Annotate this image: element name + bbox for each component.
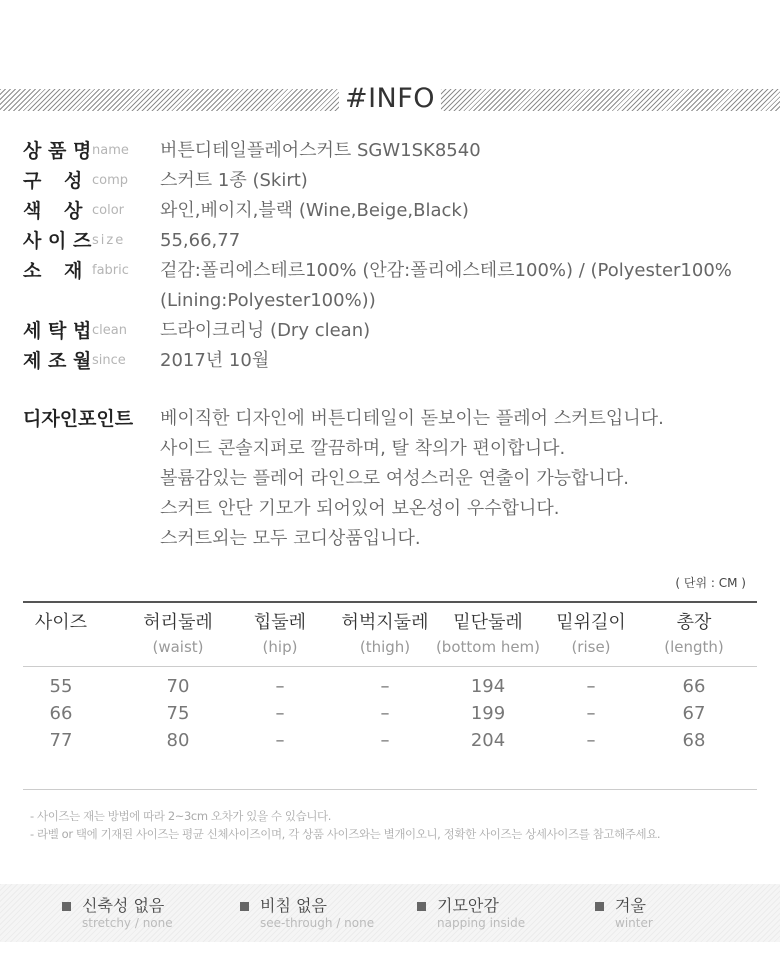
- col-subheader-length: (length): [664, 638, 724, 656]
- table-cell: 68: [682, 730, 706, 751]
- col-subheader-waist: (waist): [152, 638, 204, 656]
- feature-sub: see-through / none: [260, 916, 375, 930]
- table-cell: –: [380, 703, 390, 724]
- table-cell: –: [380, 730, 390, 751]
- spec-label: 세 탁 법: [23, 320, 92, 342]
- col-subheader-hem: (bottom hem): [435, 638, 541, 656]
- table-cell: 70: [166, 676, 190, 697]
- table-cell: –: [586, 703, 596, 724]
- spec-value: (Lining:Polyester100%)): [160, 290, 376, 311]
- col-header-size: 사이즈: [34, 612, 88, 633]
- feature-sub: napping inside: [437, 916, 526, 930]
- spec-value: 스커트 1종 (Skirt): [160, 170, 308, 191]
- col-header-hem: 밑단둘레: [453, 612, 523, 633]
- table-cell: –: [586, 730, 596, 751]
- spec-value: 드라이크리닝 (Dry clean): [160, 320, 371, 341]
- spec-row-comp: [0, 166, 780, 196]
- col-subheader-hip: (hip): [262, 638, 298, 656]
- col-header-hip: 힙둘레: [253, 612, 307, 633]
- table-cell: 199: [470, 703, 506, 724]
- spec-value: 와인,베이지,블랙 (Wine,Beige,Black): [160, 200, 469, 221]
- spec-row-fabric: [0, 256, 780, 286]
- table-cell: –: [380, 676, 390, 697]
- table-header-rule: [23, 666, 757, 667]
- table-cell: 75: [166, 703, 190, 724]
- col-header-thigh: 허벅지둘레: [341, 612, 429, 633]
- spec-row-clean: [0, 316, 780, 346]
- design-point-line: 스커트 안단 기모가 되어있어 보온성이 우수합니다.: [160, 498, 560, 519]
- table-cell: 66: [682, 676, 706, 697]
- table-top-rule: [23, 601, 757, 603]
- spec-label-en: comp: [92, 173, 129, 188]
- spec-value: 2017년 10월: [160, 350, 270, 371]
- feature-sub: winter: [615, 916, 653, 930]
- spec-label-en: color: [92, 203, 125, 218]
- spec-label: 소 재: [23, 260, 91, 282]
- table-bottom-rule: [23, 789, 757, 790]
- spec-row-since: [0, 346, 780, 376]
- spec-label-en: fabric: [92, 263, 129, 278]
- spec-label: 제 조 월: [23, 350, 92, 372]
- table-cell: 80: [166, 730, 190, 751]
- table-cell: 204: [470, 730, 506, 751]
- table-cell: –: [275, 676, 285, 697]
- feature-label: 신축성 없음: [82, 896, 165, 915]
- spec-label-en: size: [92, 233, 126, 248]
- table-cell: –: [275, 730, 285, 751]
- spec-label-en: since: [92, 353, 126, 368]
- col-header-waist: 허리둘레: [143, 612, 213, 633]
- table-cell: 194: [470, 676, 506, 697]
- col-header-length: 총장: [676, 612, 712, 633]
- design-point-label: 디자인포인트: [23, 408, 134, 430]
- spec-label-en: clean: [92, 323, 127, 338]
- square-bullet-icon: [417, 902, 426, 911]
- table-cell: 55: [49, 676, 73, 697]
- spec-label: 구 성: [23, 170, 91, 192]
- spec-label: 상 품 명: [23, 140, 92, 162]
- col-subheader-thigh: (thigh): [359, 638, 411, 656]
- design-point-line: 볼륨감있는 플레어 라인으로 여성스러운 연출이 가능합니다.: [160, 468, 630, 489]
- feature-sub: stretchy / none: [82, 916, 173, 930]
- feature-label: 겨울: [615, 896, 646, 915]
- spec-value: 버튼디테일플레어스커트 SGW1SK8540: [160, 140, 481, 161]
- col-subheader-rise: (rise): [571, 638, 611, 656]
- spec-label-en: name: [92, 143, 129, 158]
- square-bullet-icon: [595, 902, 604, 911]
- col-header-rise: 밑위길이: [556, 612, 626, 633]
- table-cell: –: [275, 703, 285, 724]
- feature-label: 비침 없음: [260, 896, 327, 915]
- spec-row-size: [0, 226, 780, 256]
- spec-row-fabric-cont: [0, 286, 780, 316]
- size-unit-note: ( 단위 : CM ): [675, 576, 746, 590]
- table-cell: 77: [49, 730, 73, 751]
- design-point-line: 사이드 콘솔지퍼로 깔끔하며, 탈 착의가 편이합니다.: [160, 438, 566, 459]
- square-bullet-icon: [240, 902, 249, 911]
- table-cell: –: [586, 676, 596, 697]
- feature-label: 기모안감: [437, 896, 499, 915]
- table-cell: 66: [49, 703, 73, 724]
- spec-row-name: [0, 136, 780, 166]
- info-title: #INFO: [339, 84, 441, 114]
- table-cell: 67: [682, 703, 706, 724]
- spec-value: 55,66,77: [160, 230, 241, 251]
- spec-row-color: [0, 196, 780, 226]
- square-bullet-icon: [62, 902, 71, 911]
- spec-label: 색 상: [23, 200, 91, 222]
- size-note: - 사이즈는 재는 방법에 따라 2~3cm 오차가 있을 수 있습니다.: [30, 809, 331, 823]
- size-note: - 라벨 or 택에 기재된 사이즈는 평균 신체사이즈이며, 각 상품 사이즈와는 별개이오니, 정확한 사이즈는 상세사이즈를 참고해주세요.: [30, 827, 661, 841]
- spec-value: 겉감:폴리에스테르100% (안감:폴리에스테르100%) / (Polyester100%: [160, 260, 732, 281]
- design-point-line: 스커트외는 모두 코디상품입니다.: [160, 528, 421, 549]
- spec-label: 사 이 즈: [23, 230, 92, 252]
- design-point-line: 베이직한 디자인에 버튼디테일이 돋보이는 플레어 스커트입니다.: [160, 408, 664, 429]
